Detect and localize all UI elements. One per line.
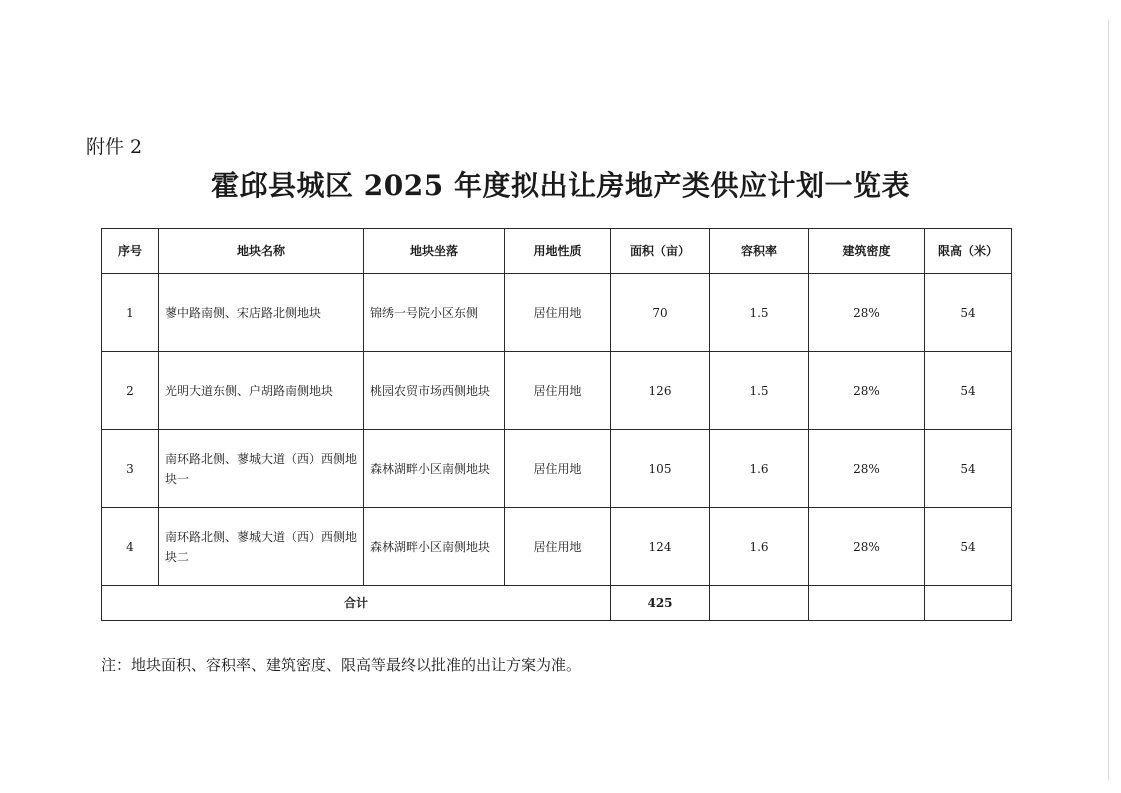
scan-edge-line [1108, 20, 1109, 780]
cell-no: 2 [102, 352, 159, 430]
table-row [102, 430, 1012, 508]
cell-far: 1.5 [710, 274, 809, 352]
total-height-empty [925, 586, 1012, 621]
cell-use: 居住用地 [505, 274, 611, 352]
cell-name: 南环路北侧、蓼城大道（西）西侧地块一 [159, 430, 364, 508]
cell-height: 54 [925, 274, 1012, 352]
total-label: 合计 [102, 586, 611, 621]
cell-area: 124 [611, 508, 710, 586]
total-far-empty [710, 586, 809, 621]
cell-use: 居住用地 [505, 352, 611, 430]
cell-no: 1 [102, 274, 159, 352]
cell-density: 28% [809, 430, 925, 508]
cell-name: 光明大道东侧、户胡路南侧地块 [159, 352, 364, 430]
cell-area: 105 [611, 430, 710, 508]
table-row [102, 352, 1012, 430]
cell-name: 蓼中路南侧、宋店路北侧地块 [159, 274, 364, 352]
cell-density: 28% [809, 274, 925, 352]
total-area: 425 [611, 586, 710, 621]
header-density: 建筑密度 [809, 229, 925, 274]
cell-location: 桃园农贸市场西侧地块 [364, 352, 505, 430]
attachment-label: 附件 2 [86, 136, 143, 158]
cell-area: 126 [611, 352, 710, 430]
cell-location: 森林湖畔小区南侧地块 [364, 430, 505, 508]
table-row [102, 274, 1012, 352]
cell-height: 54 [925, 352, 1012, 430]
cell-far: 1.6 [710, 508, 809, 586]
header-area: 面积（亩） [611, 229, 710, 274]
cell-location: 锦绣一号院小区东侧 [364, 274, 505, 352]
header-use: 用地性质 [505, 229, 611, 274]
header-location: 地块坐落 [364, 229, 505, 274]
header-far: 容积率 [710, 229, 809, 274]
table-header-row [102, 229, 1012, 274]
table-row [102, 508, 1012, 586]
cell-far: 1.5 [710, 352, 809, 430]
cell-density: 28% [809, 352, 925, 430]
table-total-row [102, 586, 1012, 621]
cell-density: 28% [809, 508, 925, 586]
footnote: 注：地块面积、容积率、建筑密度、限高等最终以批准的出让方案为准。 [101, 656, 582, 674]
cell-area: 70 [611, 274, 710, 352]
cell-height: 54 [925, 508, 1012, 586]
cell-name: 南环路北侧、蓼城大道（西）西侧地块二 [159, 508, 364, 586]
cell-use: 居住用地 [505, 508, 611, 586]
cell-no: 4 [102, 508, 159, 586]
supply-plan-table [101, 228, 1012, 621]
header-no: 序号 [102, 229, 159, 274]
cell-no: 3 [102, 430, 159, 508]
cell-far: 1.6 [710, 430, 809, 508]
total-density-empty [809, 586, 925, 621]
document-title: 霍邱县城区 2025 年度拟出让房地产类供应计划一览表 [211, 169, 910, 202]
header-height: 限高（米） [925, 229, 1012, 274]
cell-location: 森林湖畔小区南侧地块 [364, 508, 505, 586]
header-name: 地块名称 [159, 229, 364, 274]
cell-height: 54 [925, 430, 1012, 508]
cell-use: 居住用地 [505, 430, 611, 508]
